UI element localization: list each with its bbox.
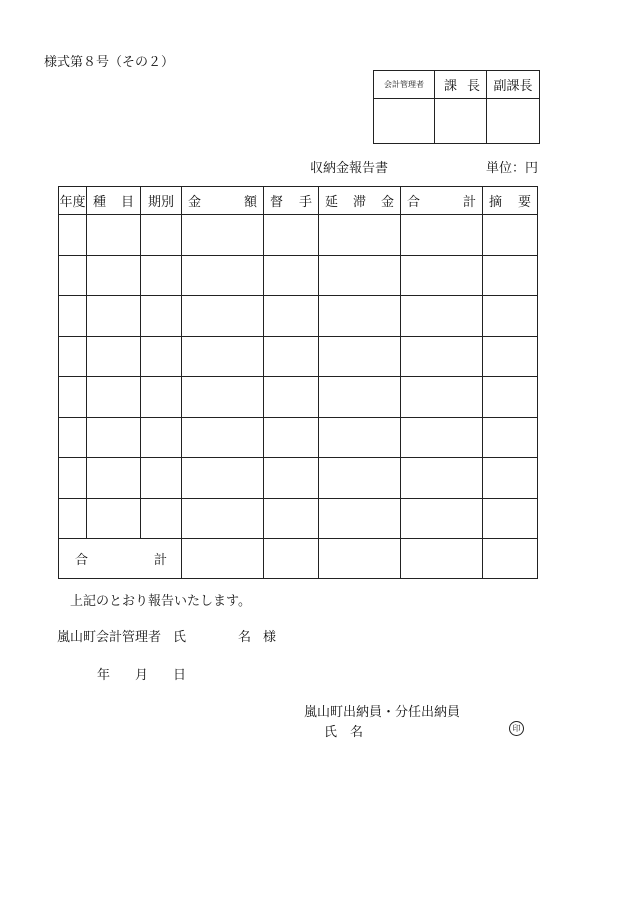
table-cell <box>141 498 182 539</box>
table-cell <box>59 377 87 418</box>
table-cell <box>141 296 182 337</box>
table-cell <box>264 377 319 418</box>
date-month-label: 月 <box>135 668 149 683</box>
table-cell <box>401 215 483 256</box>
table-cell <box>87 255 141 296</box>
table-cell <box>182 377 264 418</box>
table-cell <box>401 296 483 337</box>
date-line <box>97 664 186 683</box>
clerk-name-label: 氏 名 <box>324 725 364 740</box>
column-header-late-fee: 延 滞 金 <box>319 187 401 215</box>
table-cell <box>319 215 401 256</box>
addressee-name-label: 名 <box>238 630 252 645</box>
addressee-honorific: 様 <box>263 630 277 645</box>
table-cell <box>319 417 401 458</box>
table-cell <box>59 336 87 377</box>
table-cell <box>483 417 538 458</box>
table-cell <box>141 377 182 418</box>
table-cell <box>87 336 141 377</box>
table-cell <box>59 498 87 539</box>
column-header-total: 合 計 <box>401 187 483 215</box>
table-cell <box>141 417 182 458</box>
table-row <box>59 498 538 539</box>
table-cell <box>401 255 483 296</box>
table-cell <box>401 458 483 499</box>
table-cell <box>87 498 141 539</box>
addressee <box>57 626 276 645</box>
column-header-reminder-fee: 督 手 <box>264 187 319 215</box>
table-row <box>59 377 538 418</box>
addressee-title: 嵐山町会計管理者 <box>57 630 162 645</box>
table-cell <box>319 458 401 499</box>
table-cell <box>483 215 538 256</box>
table-cell <box>87 215 141 256</box>
table-cell <box>141 215 182 256</box>
table-cell <box>87 377 141 418</box>
table-cell <box>319 255 401 296</box>
table-cell <box>182 336 264 377</box>
table-cell <box>182 296 264 337</box>
report-statement: 上記のとおり報告いたします。 <box>70 594 251 609</box>
table-cell <box>401 417 483 458</box>
table-cell <box>264 255 319 296</box>
table-cell <box>141 255 182 296</box>
table-cell <box>264 296 319 337</box>
approval-seal-cell <box>435 99 487 144</box>
table-cell <box>59 458 87 499</box>
table-cell <box>59 296 87 337</box>
column-header-remarks: 摘 要 <box>483 187 538 215</box>
table-cell <box>141 458 182 499</box>
date-year-label: 年 <box>97 668 111 683</box>
table-cell <box>182 215 264 256</box>
approval-header-accounting-manager: 会計管理者 <box>374 71 435 99</box>
table-cell <box>401 498 483 539</box>
addressee-name-label: 氏 <box>173 630 187 645</box>
table-cell <box>87 417 141 458</box>
approval-header-section-chief: 課 長 <box>435 71 487 99</box>
column-header-item: 種 目 <box>87 187 141 215</box>
approval-header-deputy-chief: 副課長 <box>487 71 540 99</box>
table-cell <box>483 377 538 418</box>
approval-seal-cell <box>374 99 435 144</box>
table-cell <box>59 215 87 256</box>
table-cell <box>319 296 401 337</box>
table-row <box>59 336 538 377</box>
table-cell <box>182 255 264 296</box>
table-row <box>59 458 538 499</box>
seal-mark-icon: 印 <box>509 721 524 736</box>
table-cell <box>264 215 319 256</box>
table-cell <box>182 458 264 499</box>
table-cell <box>141 336 182 377</box>
report-total-row <box>59 539 538 579</box>
unit-label: 単位：円 <box>486 161 539 176</box>
table-cell <box>182 498 264 539</box>
form-number: 様式第８号（その２） <box>44 55 175 70</box>
table-cell <box>401 377 483 418</box>
table-cell <box>319 377 401 418</box>
date-day-label: 日 <box>173 668 187 683</box>
table-cell <box>319 498 401 539</box>
table-cell <box>483 255 538 296</box>
approval-seal-cell <box>487 99 540 144</box>
table-cell <box>483 498 538 539</box>
table-cell <box>319 336 401 377</box>
column-header-fiscal-year: 年度 <box>59 187 87 215</box>
clerk-title: 嵐山町出納員・分任出納員 <box>304 705 461 720</box>
total-cell <box>264 539 319 579</box>
table-cell <box>264 458 319 499</box>
table-cell <box>59 417 87 458</box>
table-cell <box>87 296 141 337</box>
table-cell <box>483 296 538 337</box>
total-cell <box>319 539 401 579</box>
column-header-period: 期別 <box>141 187 182 215</box>
approval-stamp-box <box>373 70 540 144</box>
report-header-row <box>59 187 538 215</box>
table-cell <box>87 458 141 499</box>
document-title: 収納金報告書 <box>310 161 389 176</box>
table-cell <box>59 255 87 296</box>
table-row <box>59 296 538 337</box>
table-cell <box>264 498 319 539</box>
table-cell <box>264 417 319 458</box>
total-cell <box>401 539 483 579</box>
total-row-label: 合 計 <box>59 539 182 579</box>
report-table <box>58 186 538 579</box>
table-row <box>59 417 538 458</box>
table-row <box>59 215 538 256</box>
table-row <box>59 255 538 296</box>
table-cell <box>483 458 538 499</box>
table-cell <box>182 417 264 458</box>
column-header-amount: 金 額 <box>182 187 264 215</box>
total-cell <box>182 539 264 579</box>
table-cell <box>264 336 319 377</box>
table-cell <box>483 336 538 377</box>
table-cell <box>401 336 483 377</box>
total-cell <box>483 539 538 579</box>
